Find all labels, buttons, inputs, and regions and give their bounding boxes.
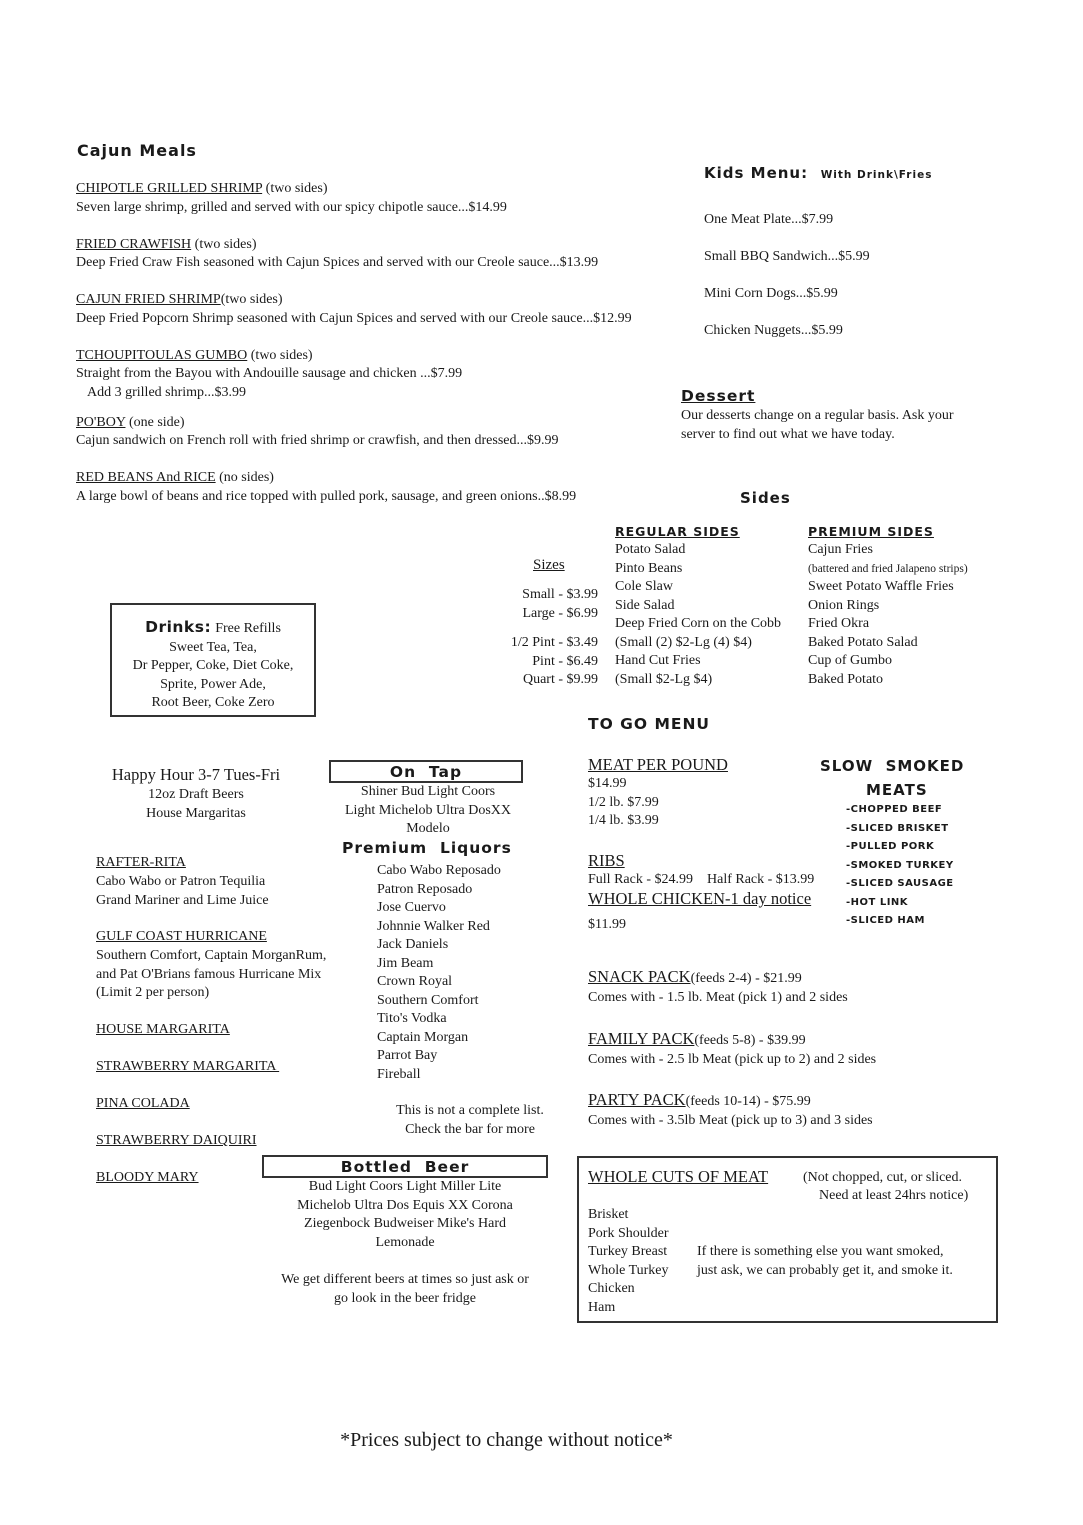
smoked-meat-item: -PULLED PORK: [846, 841, 935, 852]
cajun-meal-description: Cajun sandwich on French roll with fried shrimp or crawfish, and then dressed...$9.99: [76, 433, 559, 448]
meat-per-pound-price: 1/4 lb. $3.99: [588, 813, 659, 828]
size-price-item: Pint - $6.49: [532, 653, 598, 669]
cajun-meal-title: [76, 347, 696, 366]
gulf-coast-hurricane-line: and Pat O'Brians famous Hurricane Mix: [96, 966, 322, 982]
cajun-meal-sides-note: (two sides): [220, 292, 283, 307]
regular-side-item: Potato Salad: [615, 542, 686, 557]
meat-per-pound-prices: [588, 775, 659, 831]
smoked-meat-item: -SLICED SAUSAGE: [846, 878, 954, 889]
cajun-meal-name: CAJUN FRIED SHRIMP: [76, 292, 221, 307]
drinks-heading: Drinks: [145, 618, 205, 636]
on-tap-item: Modelo: [406, 821, 450, 836]
kids-menu-title: Kids Menu:: [704, 164, 809, 182]
rafter-rita-line: Cabo Wabo or Patron Tequilia: [96, 874, 266, 889]
to-go-pack-name: SNACK PACK: [588, 967, 691, 986]
premium-sides-list: [808, 541, 968, 689]
cajun-meal-description: Seven large shrimp, grilled and served with our spicy chipotle sauce...$14.99: [76, 199, 507, 215]
cajun-meal-sides-note: (no sides): [215, 470, 274, 485]
smoked-meats-heading: MEATS: [866, 781, 928, 799]
drinks-item: Root Beer, Coke Zero: [151, 695, 275, 710]
regular-side-item: (Small (2) $2-Lg (4) $4): [615, 634, 752, 650]
cocktail-item: STRAWBERRY MARGARITA: [96, 1059, 280, 1074]
size-price-item: 1/2 Pint - $3.49: [510, 635, 598, 650]
gulf-coast-hurricane-heading: GULF COAST HURRICANE: [96, 929, 267, 944]
smoked-meat-item: -HOT LINK: [846, 896, 909, 908]
premium-liquors-list: [377, 862, 501, 1084]
smoked-meat-item: -SMOKED TURKEY: [846, 859, 954, 871]
to-go-pack-description: Comes with - 3.5lb Meat (pick up to 3) and 3 sides: [588, 1113, 873, 1128]
kids-menu-item: Small BBQ Sandwich...$5.99: [704, 249, 870, 264]
sides-heading: Sides: [740, 489, 791, 507]
happy-hour-item: House Margaritas: [146, 805, 246, 821]
bottled-beer-note-line: We get different beers at times so just ask or: [281, 1272, 529, 1287]
premium-sides-heading: PREMIUM SIDES: [808, 524, 934, 539]
cocktail-item: BLOODY MARY: [96, 1170, 199, 1185]
whole-chicken-price: $11.99: [588, 917, 626, 932]
liquors-note: [380, 1102, 560, 1139]
gulf-coast-hurricane-description: [96, 947, 326, 1003]
premium-side-item: Baked Potato Salad: [808, 634, 918, 650]
bottled-beer-box: [262, 1155, 548, 1178]
liquor-item: Tito's Vodka: [377, 1011, 447, 1026]
cajun-meal-description: Straight from the Bayou with Andouille sausage and chicken ...$7.99: [76, 366, 463, 381]
regular-side-item: Deep Fried Corn on the Cobb: [615, 616, 782, 631]
sizes-heading: Sizes: [533, 557, 565, 573]
drinks-refills-note: Free Refills: [211, 621, 281, 636]
bottled-beer-item: Ziegenbock Budweiser Mike's Hard: [304, 1216, 506, 1231]
to-go-pack-description: Comes with - 1.5 lb. Meat (pick 1) and 2 sides: [588, 990, 848, 1005]
kids-menu-heading: [704, 163, 932, 182]
cajun-meal-name: PO'BOY: [76, 414, 126, 430]
cajun-meal-title: [76, 414, 696, 433]
liquor-item: Jose Cuervo: [377, 900, 446, 915]
kids-menu-item: One Meat Plate...$7.99: [704, 212, 834, 227]
rafter-rita-description: [96, 873, 269, 910]
whole-cut-item: Turkey Breast: [588, 1244, 668, 1259]
liquor-item: Southern Comfort: [377, 992, 479, 1008]
prices-footer: *Prices subject to change without notice*: [340, 1429, 673, 1451]
cajun-meal-sides-note: (two sides): [191, 236, 257, 252]
whole-cuts-extra: [697, 1243, 953, 1280]
dessert-line: server to find out what we have today.: [681, 426, 895, 442]
liquor-item: Jack Daniels: [377, 937, 449, 952]
whole-cut-item: Ham: [588, 1299, 616, 1315]
drinks-colon: :: [204, 618, 212, 636]
on-tap-item: Shiner Bud Light Coors: [360, 784, 496, 799]
bottled-beer-heading: Bottled Beer: [340, 1158, 470, 1176]
ribs-prices: Full Rack - $24.99 Half Rack - $13.99: [588, 872, 815, 887]
to-go-pack: [588, 1090, 876, 1131]
whole-cuts-extra-line: If there is something else you want smoked,: [697, 1244, 944, 1259]
cajun-meal-sides-note: (two sides): [262, 181, 328, 196]
cajun-meal-sides-note: (two sides): [247, 347, 313, 363]
meat-per-pound-heading: MEAT PER POUND: [588, 755, 728, 774]
to-go-pack-detail: (feeds 5-8) - $39.99: [694, 1032, 806, 1048]
to-go-pack-title: [588, 967, 876, 989]
regular-side-item: Side Salad: [615, 597, 675, 613]
liquor-item: Crown Royal: [377, 974, 453, 989]
cocktail-item: STRAWBERRY DAIQUIRI: [96, 1133, 257, 1148]
cajun-meal-title: [76, 291, 696, 310]
dessert-line: Our desserts change on a regular basis. Ask your: [681, 408, 954, 423]
slow-smoked-heading: SLOW SMOKED: [820, 757, 965, 775]
to-go-pack: [588, 967, 876, 1008]
whole-cut-item: Pork Shoulder: [588, 1225, 669, 1241]
on-tap-item: Light Michelob Ultra DosXX: [344, 802, 512, 818]
meat-per-pound-price: 1/2 lb. $7.99: [588, 794, 659, 810]
rafter-rita-line: Grand Mariner and Lime Juice: [96, 892, 269, 908]
cajun-meal-title: [76, 180, 696, 199]
smoked-meats-list: [846, 801, 954, 931]
happy-hour-list: [96, 786, 296, 823]
cajun-meal-name: RED BEANS And RICE: [76, 470, 216, 485]
regular-side-item: Cole Slaw: [615, 579, 673, 594]
cajun-meal-item: [76, 180, 696, 217]
whole-cuts-note-1: (Not chopped, cut, or sliced.: [803, 1170, 963, 1185]
bottled-beer-item: Lemonade: [375, 1234, 435, 1250]
on-tap-box: [329, 760, 523, 783]
cajun-meal-item: [76, 236, 696, 273]
to-go-pack-name: FAMILY PACK: [588, 1028, 695, 1048]
kids-menu-item: Mini Corn Dogs...$5.99: [704, 286, 838, 301]
regular-side-item: Pinto Beans: [615, 560, 683, 576]
size-price-item: Large - $6.99: [522, 605, 598, 621]
to-go-pack-title: [588, 1090, 876, 1112]
whole-chicken-heading: WHOLE CHICKEN-1 day notice: [588, 889, 812, 908]
premium-side-item: (battered and fried Jalapeno strips): [808, 562, 968, 575]
happy-hour-heading: Happy Hour 3-7 Tues-Fri: [111, 765, 281, 784]
to-go-pack-name: PARTY PACK: [588, 1090, 686, 1109]
cajun-meals-list: [76, 180, 696, 525]
rafter-rita-heading: RAFTER-RITA: [96, 855, 186, 870]
cocktail-item: HOUSE MARGARITA: [96, 1022, 230, 1037]
to-go-packs: [588, 967, 876, 1152]
drinks-title-line: [112, 618, 314, 639]
whole-cuts-note-2: Need at least 24hrs notice): [819, 1188, 969, 1203]
gulf-coast-hurricane-line: (Limit 2 per person): [96, 985, 210, 1000]
cajun-meal-title: [76, 236, 696, 255]
premium-side-item: Cup of Gumbo: [808, 653, 892, 668]
premium-side-item: Baked Potato: [808, 671, 884, 687]
premium-side-item: Fried Okra: [808, 616, 870, 631]
smoked-meat-item: -SLICED BRISKET: [846, 822, 949, 834]
cajun-meal-name: FRIED CRAWFISH: [76, 236, 192, 252]
drinks-list: [112, 639, 314, 713]
to-go-pack-title: [588, 1029, 876, 1051]
happy-hour-item: 12oz Draft Beers: [148, 787, 244, 802]
drinks-box: [110, 603, 316, 717]
cajun-meal-name: TCHOUPITOULAS GUMBO: [76, 347, 248, 363]
happy-hour-block: [96, 764, 296, 823]
bottled-beer-note: [252, 1271, 558, 1308]
liquor-item: Fireball: [377, 1066, 421, 1082]
kids-menu-list: [704, 201, 870, 349]
on-tap-heading: On Tap: [389, 763, 463, 781]
cocktail-item: PINA COLADA: [96, 1096, 190, 1111]
cajun-meal-item: [76, 291, 696, 328]
cajun-meal-name: CHIPOTLE GRILLED SHRIMP: [76, 181, 263, 196]
whole-cuts-heading: WHOLE CUTS OF MEAT: [588, 1167, 769, 1186]
liquor-item: Parrot Bay: [377, 1048, 438, 1063]
bottled-beer-item: Bud Light Coors Light Miller Lite: [308, 1179, 502, 1194]
drinks-item: Sprite, Power Ade,: [160, 676, 266, 692]
regular-side-item: Hand Cut Fries: [615, 653, 701, 668]
cocktail-list: [96, 1021, 279, 1206]
bottled-beer-note-line: go look in the beer fridge: [334, 1290, 476, 1306]
liquors-note-line: This is not a complete list.: [396, 1103, 544, 1118]
gulf-coast-hurricane-line: Southern Comfort, Captain MorganRum,: [96, 948, 327, 963]
cajun-meal-description: A large bowl of beans and rice topped with pulled pork, sausage, and green onions..$8.99: [76, 488, 577, 504]
cajun-meal-description: Deep Fried Popcorn Shrimp seasoned with Cajun Spices and served with our Creole sauce...$12.99: [76, 310, 632, 326]
to-go-menu-heading: TO GO MENU: [588, 715, 711, 733]
premium-side-item: Sweet Potato Waffle Fries: [808, 579, 954, 594]
cajun-meal-item: [76, 347, 696, 403]
liquor-item: Johnnie Walker Red: [377, 918, 490, 934]
sizes-list: [480, 586, 598, 690]
liquor-item: Patron Reposado: [377, 881, 473, 897]
drinks-item: Dr Pepper, Coke, Diet Coke,: [132, 658, 294, 673]
dessert-text: [681, 407, 954, 444]
kids-menu-subtitle: With Drink\Fries: [820, 169, 933, 181]
cajun-meal-sides-note: (one side): [125, 414, 185, 430]
smoked-meat-item: -SLICED HAM: [846, 915, 925, 926]
cajun-meal-addon: Add 3 grilled shrimp...$3.99: [87, 384, 247, 400]
to-go-pack-detail: (feeds 10-14) - $75.99: [685, 1094, 811, 1109]
liquor-item: Captain Morgan: [377, 1029, 469, 1045]
premium-side-item: Onion Rings: [808, 597, 880, 613]
to-go-pack-description: Comes with - 2.5 lb Meat (pick up to 2) and 2 sides: [588, 1051, 877, 1067]
bottled-beer-list: [262, 1178, 548, 1252]
regular-side-item: (Small $2-Lg $4): [615, 671, 713, 687]
cajun-meal-title: [76, 469, 696, 488]
whole-cut-item: Brisket: [588, 1207, 629, 1222]
whole-cut-item: Whole Turkey: [588, 1262, 669, 1278]
cajun-meal-item: [76, 414, 696, 451]
cajun-meal-description: Deep Fried Craw Fish seasoned with Cajun Spices and served with our Creole sauce...$13.99: [76, 255, 599, 270]
smoked-meat-item: -CHOPPED BEEF: [846, 804, 943, 815]
premium-liquors-heading: Premium Liquors: [342, 839, 512, 857]
cajun-meals-heading: Cajun Meals: [77, 141, 197, 160]
bottled-beer-item: Michelob Ultra Dos Equis XX Corona: [297, 1197, 513, 1213]
size-price-item: Small - $3.99: [522, 587, 598, 602]
kids-menu-item: Chicken Nuggets...$5.99: [704, 323, 843, 338]
drinks-item: Sweet Tea, Tea,: [169, 639, 257, 655]
whole-cut-item: Chicken: [588, 1281, 635, 1296]
whole-cuts-extra-line: just ask, we can probably get it, and smoke it.: [697, 1262, 953, 1278]
premium-side-item: Cajun Fries: [808, 542, 873, 557]
on-tap-list: [318, 783, 538, 839]
to-go-pack: [588, 1029, 876, 1070]
size-price-item: Quart - $9.99: [522, 672, 598, 687]
regular-sides-heading: REGULAR SIDES: [615, 524, 740, 539]
meat-per-pound-price: $14.99: [588, 776, 627, 791]
dessert-heading: Dessert: [681, 387, 756, 405]
regular-sides-list: [615, 541, 781, 689]
liquors-note-line: Check the bar for more: [405, 1121, 535, 1137]
liquor-item: Cabo Wabo Reposado: [377, 863, 501, 878]
liquor-item: Jim Beam: [377, 955, 434, 971]
whole-cuts-list: [588, 1206, 669, 1317]
ribs-heading: RIBS: [588, 851, 625, 870]
whole-cuts-box: [577, 1156, 998, 1323]
cajun-meal-item: [76, 469, 696, 506]
to-go-pack-detail: (feeds 2-4) - $21.99: [690, 971, 802, 986]
